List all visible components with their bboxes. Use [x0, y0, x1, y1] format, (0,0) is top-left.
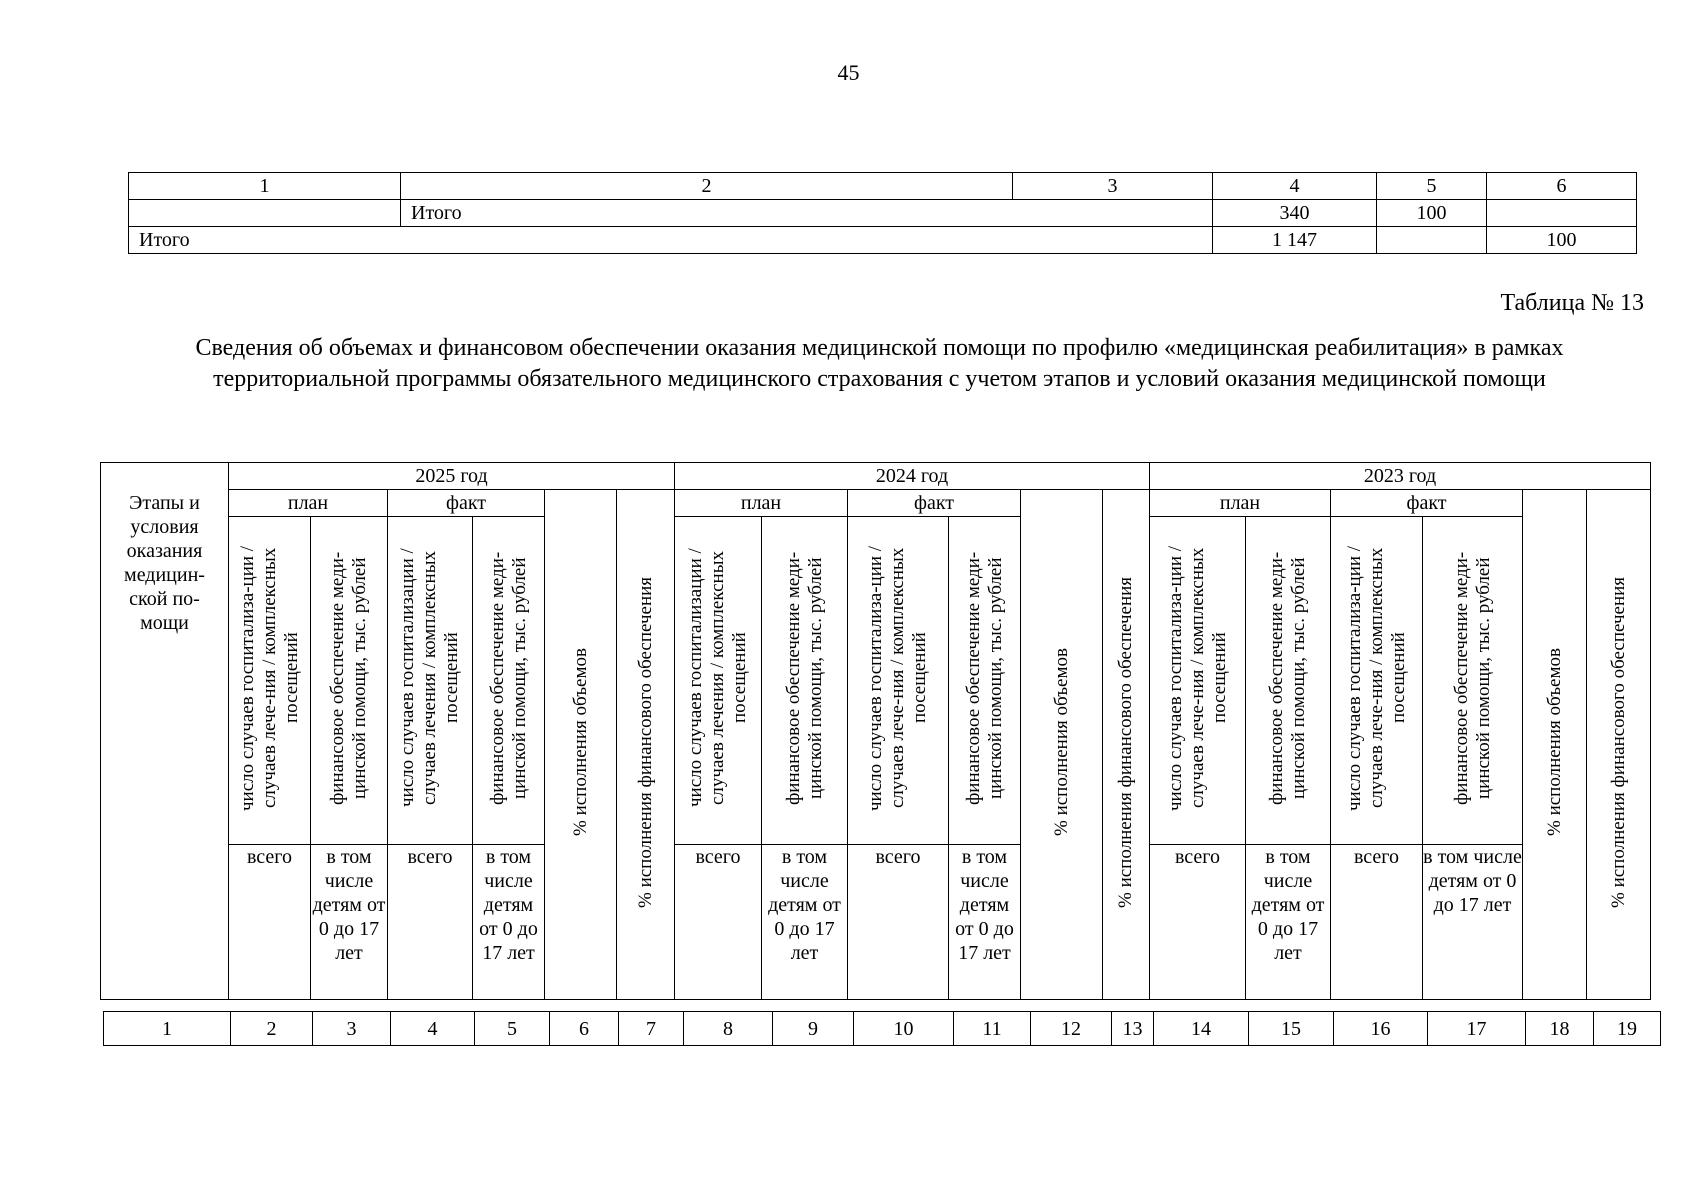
cases-plan-2024 [675, 517, 762, 845]
column-number: 19 [1594, 1012, 1661, 1046]
table-cell: 1 [129, 173, 401, 200]
children-plan-2023: в том числе детям от 0 до 17 лет [1246, 845, 1331, 1000]
year-2023-header: 2023 год [1150, 463, 1651, 490]
total-plan-2023: всего [1150, 845, 1246, 1000]
cases-fact-2025 [388, 517, 473, 845]
children-fact-2023: в том числе детям от 0 до 17 лет [1423, 845, 1523, 1000]
cases-fact-2024 [848, 517, 949, 845]
pct-volume-label: % исполнения объемов [1050, 647, 1072, 836]
column-number: 15 [1249, 1012, 1334, 1046]
column-number: 12 [1031, 1012, 1112, 1046]
column-number: 7 [619, 1012, 684, 1046]
column-number: 3 [313, 1012, 391, 1046]
pct-volume-2023 [1523, 490, 1587, 1000]
total-fact-2024: всего [848, 845, 949, 1000]
total-label: Итого [129, 227, 1213, 254]
pct-finance-2024 [1103, 490, 1150, 1000]
column-number: 9 [773, 1012, 854, 1046]
table-cell: 3 [1013, 173, 1213, 200]
fact-2025: факт [388, 490, 545, 517]
pct-finance-label: % исполнения финансового обеспечения [1607, 575, 1629, 908]
finance-label: финансовое обеспечение меди-цинской помощи, тыс. рублей [962, 550, 1006, 805]
finance-label: финансовое обеспечение меди-цинской помощи, тыс. рублей [1266, 550, 1309, 805]
finance-label: финансовое обеспечение меди-цинской помощи, тыс. рублей [1450, 550, 1494, 805]
metric-headers-row [101, 517, 1651, 845]
column-number: 18 [1526, 1012, 1594, 1046]
total-col6: 100 [1487, 227, 1637, 254]
year-2024-header: 2024 год [675, 463, 1150, 490]
fact-2023: факт [1331, 490, 1523, 517]
table-title: Сведения об объемах и финансовом обеспечении оказания медицинской помощи по профилю «медицинская реабилитация» в рамках территориальной программы обязательного медицинского страхования с учетом этапов и условий оказания медицинской помощи [195, 335, 1564, 392]
table-cell: 2 [401, 173, 1013, 200]
pct-finance-label: % исполнения финансового обеспечения [634, 575, 656, 908]
subtotal-row [129, 200, 1637, 227]
finance-plan-2025 [311, 517, 388, 845]
cases-label: число случаев госпитализа-ции / случаев лече-ния / комплексных посещений [1343, 544, 1409, 811]
table-cell: 5 [1377, 173, 1487, 200]
column-number: 5 [475, 1012, 550, 1046]
finance-fact-2025 [473, 517, 545, 845]
column-numbers-table [103, 1011, 1661, 1046]
finance-fact-2024 [949, 517, 1021, 845]
cases-label: число случаев госпитализа-ции / случаев лече-ния / комплексных посещений [1164, 544, 1230, 811]
cases-plan-2025 [229, 517, 311, 845]
column-number: 4 [391, 1012, 475, 1046]
children-fact-2024: в том числе детям от 0 до 17 лет [949, 845, 1021, 1000]
total-plan-2025: всего [229, 845, 311, 1000]
cases-label: число случаев госпитализа-ции / случаев лече-ния / комплексных посещений [865, 544, 930, 811]
column-number: 16 [1334, 1012, 1428, 1046]
stages-header-text: Этапы и условия оказания медицин-ской по-мощи [124, 492, 205, 634]
table-caption: Таблица № 13 [1500, 290, 1644, 316]
table-cell [129, 200, 401, 227]
pct-volume-label: % исполнения объемов [1543, 647, 1565, 836]
pct-volume-2024 [1021, 490, 1103, 1000]
cases-label: число случаев госпитализации / случаев лечения / комплексных посещений [685, 548, 750, 807]
total-fact-2025: всего [388, 845, 473, 1000]
plan-fact-row [101, 490, 1651, 517]
subtotal-label: Итого [401, 200, 1213, 227]
subtotal-col5: 100 [1377, 200, 1487, 227]
column-number: 2 [231, 1012, 313, 1046]
table-header-row [129, 173, 1637, 200]
pct-finance-2023 [1587, 490, 1651, 1000]
column-number: 14 [1154, 1012, 1249, 1046]
column-number: 1 [104, 1012, 231, 1046]
sub-headers-row [101, 845, 1651, 1000]
pct-volume-2025 [545, 490, 617, 1000]
children-plan-2024: в том числе детям от 0 до 17 лет [762, 845, 848, 1000]
stages-header [101, 463, 229, 1000]
cases-fact-2023 [1331, 517, 1423, 845]
year-2025-header: 2025 год [229, 463, 675, 490]
column-number: 8 [684, 1012, 773, 1046]
cases-plan-2023 [1150, 517, 1246, 845]
total-row [129, 227, 1637, 254]
column-numbers-row [104, 1012, 1661, 1046]
column-number: 17 [1428, 1012, 1526, 1046]
table-cell: 4 [1213, 173, 1377, 200]
column-number: 13 [1112, 1012, 1154, 1046]
plan-2024: план [675, 490, 848, 517]
page-number: 45 [837, 60, 860, 85]
years-row [101, 463, 1651, 490]
finance-plan-2023 [1246, 517, 1331, 845]
finance-label: финансовое обеспечение меди-цинской помощи, тыс. рублей [782, 550, 826, 805]
table-cell: 6 [1487, 173, 1637, 200]
total-col5 [1377, 227, 1487, 254]
total-fact-2023: всего [1331, 845, 1423, 1000]
pct-finance-2025 [617, 490, 675, 1000]
plan-2025: план [229, 490, 388, 517]
fact-2024: факт [848, 490, 1021, 517]
previous-table-end [128, 172, 1637, 254]
subtotal-col6 [1487, 200, 1637, 227]
column-number: 6 [550, 1012, 619, 1046]
rehabilitation-table [100, 462, 1651, 1000]
total-plan-2024: всего [675, 845, 762, 1000]
pct-finance-label: % исполнения финансового обеспечения [1115, 575, 1136, 908]
finance-label: финансовое обеспечение меди-цинской помощи, тыс. рублей [327, 550, 370, 805]
subtotal-col4: 340 [1213, 200, 1377, 227]
total-col4: 1 147 [1213, 227, 1377, 254]
cases-label: число случаев госпитализации / случаев лечения / комплексных посещений [397, 548, 462, 807]
pct-volume-label: % исполнения объемов [569, 647, 591, 836]
finance-plan-2024 [762, 517, 848, 845]
column-number: 11 [954, 1012, 1031, 1046]
children-plan-2025: в том числе детям от 0 до 17 лет [311, 845, 388, 1000]
finance-label: финансовое обеспечение меди-цинской помощи, тыс. рублей [486, 550, 530, 805]
column-number: 10 [854, 1012, 954, 1046]
cases-label: число случаев госпитализа-ции / случаев лече-ния / комплексных посещений [236, 544, 302, 811]
finance-fact-2023 [1423, 517, 1523, 845]
children-fact-2025: в том числе детям от 0 до 17 лет [473, 845, 545, 1000]
plan-2023: план [1150, 490, 1331, 517]
